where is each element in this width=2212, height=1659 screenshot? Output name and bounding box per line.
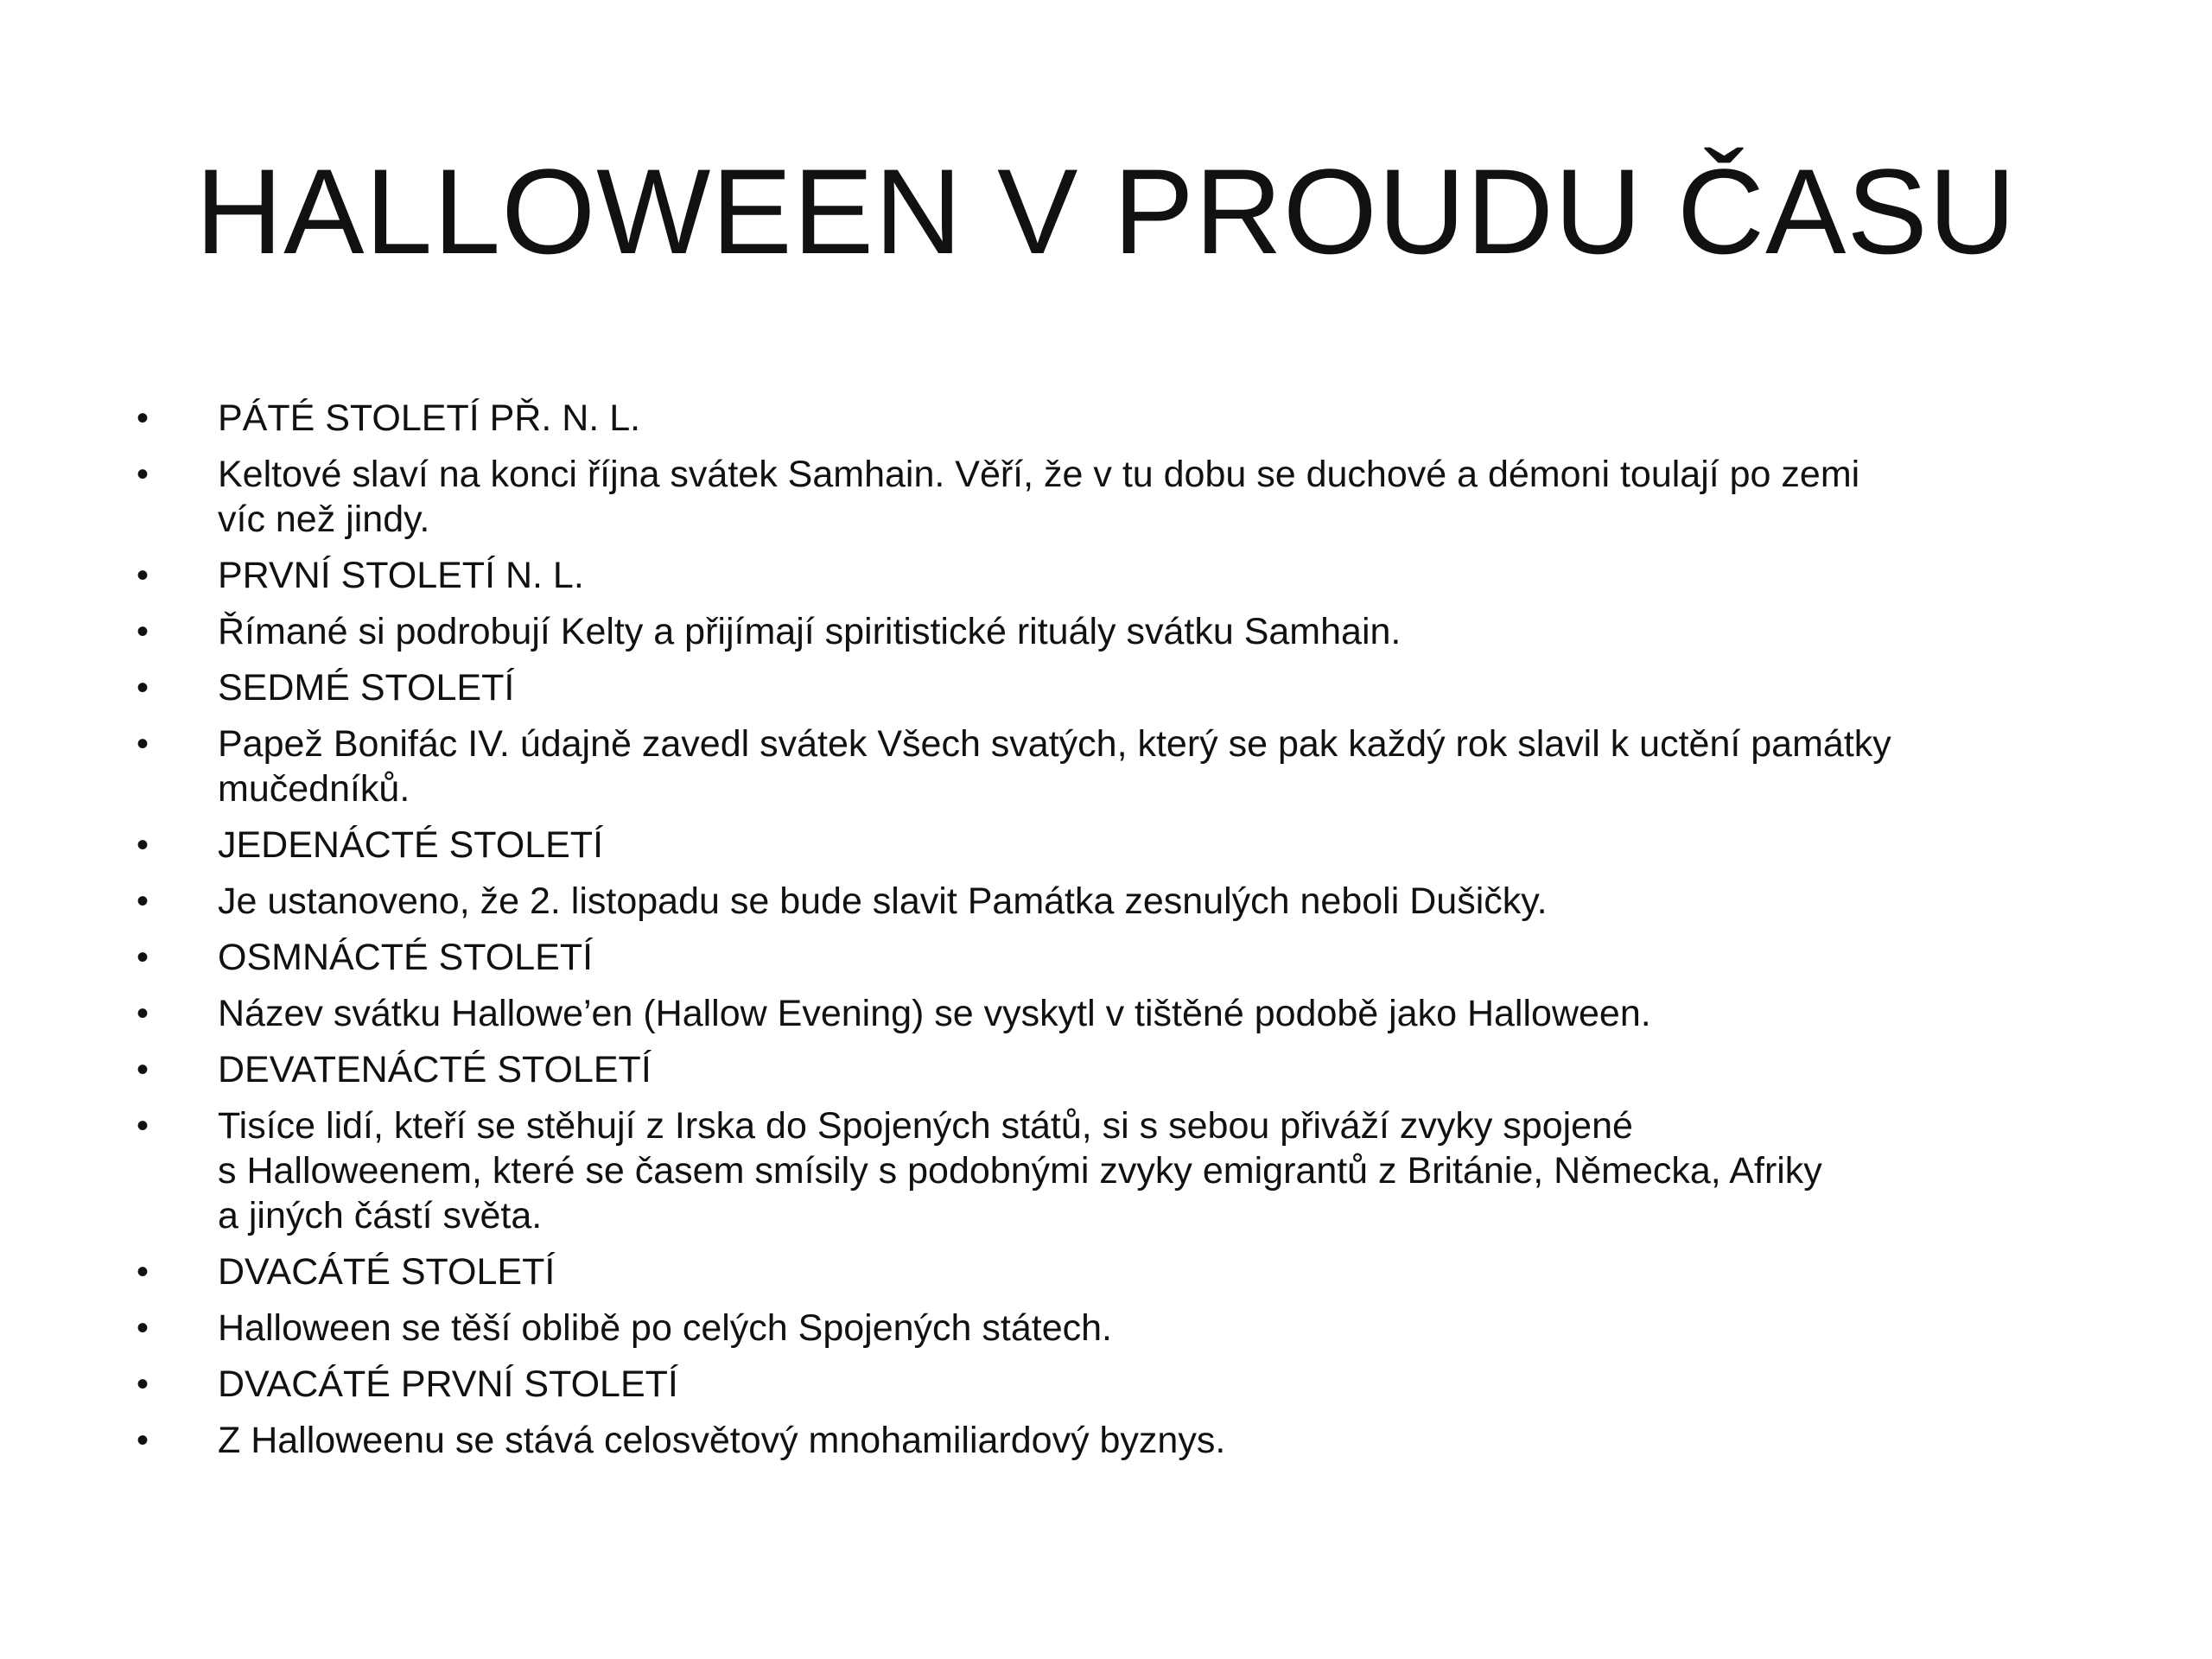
bullet-icon: • xyxy=(136,1421,149,1459)
list-item xyxy=(130,452,2100,542)
list-item xyxy=(130,1418,2100,1463)
bullet-icon: • xyxy=(136,399,149,437)
list-item xyxy=(130,609,2100,654)
list-item-text: Římané si podrobují Kelty a přijímají spiritistické rituály svátku Samhain. xyxy=(218,611,1402,652)
list-item-text: Název svátku Hallowe’en (Hallow Evening) se vyskytl v tištěné podobě jako Halloween. xyxy=(218,993,1651,1034)
list-item xyxy=(130,1249,2100,1294)
list-item-text: Halloween se těší oblibě po celých Spojených státech. xyxy=(218,1307,1113,1349)
list-item xyxy=(130,553,2100,598)
list-item-text: DVACÁTÉ PRVNÍ STOLETÍ xyxy=(218,1363,678,1405)
bullet-icon: • xyxy=(136,995,149,1033)
list-item xyxy=(130,879,2100,924)
list-item xyxy=(130,721,2100,811)
bullet-icon: • xyxy=(136,882,149,920)
list-item xyxy=(130,1103,2100,1238)
list-item-text: Tisíce lidí, kteří se stěhují z Irska do Spojených států, si s sebou přiváží zvyky spojené s Halloweenem, které se časem smísily s podobnými zvyky emigrantů z Británie, Německa, Afriky a jiných částí světa. xyxy=(218,1105,1822,1236)
list-item xyxy=(130,1362,2100,1407)
bullet-icon: • xyxy=(136,669,149,707)
list-item-text: DEVATENÁCTÉ STOLETÍ xyxy=(218,1049,652,1090)
list-item-text: JEDENÁCTÉ STOLETÍ xyxy=(218,824,604,866)
bullet-icon: • xyxy=(136,556,149,594)
bullet-icon: • xyxy=(136,1309,149,1347)
list-item-text: SEDMÉ STOLETÍ xyxy=(218,667,515,709)
list-item xyxy=(130,991,2100,1036)
list-item-text: PRVNÍ STOLETÍ N. L. xyxy=(218,555,584,596)
list-item-text: OSMNÁCTÉ STOLETÍ xyxy=(218,937,594,978)
list-item xyxy=(130,823,2100,868)
list-item-text: Papež Bonifác IV. údajně zavedl svátek Všech svatých, který se pak každý rok slavil k uctění památky mučedníků. xyxy=(218,723,1891,810)
list-item xyxy=(130,1047,2100,1092)
list-item-text: Keltové slaví na konci října svátek Samhain. Věří, že v tu dobu se duchové a démoni toulají po zemi víc než jindy. xyxy=(218,454,1860,540)
list-item xyxy=(130,935,2100,980)
bullet-icon: • xyxy=(136,1051,149,1089)
bullet-icon: • xyxy=(136,826,149,864)
bullet-icon: • xyxy=(136,1365,149,1403)
bullet-icon: • xyxy=(136,938,149,976)
bullet-icon: • xyxy=(136,613,149,651)
list-item xyxy=(130,665,2100,710)
list-item-text: Z Halloweenu se stává celosvětový mnohamiliardový byznys. xyxy=(218,1420,1226,1461)
list-item xyxy=(130,396,2100,441)
slide-title: HALLOWEEN V PROUDU ČASU xyxy=(195,143,2017,279)
bullet-icon: • xyxy=(136,1107,149,1145)
bullet-icon: • xyxy=(136,1253,149,1291)
list-item-text: Je ustanoveno, že 2. listopadu se bude slavit Památka zesnulých neboli Dušičky. xyxy=(218,880,1548,922)
bullet-list xyxy=(130,396,2100,1474)
list-item-text: DVACÁTÉ STOLETÍ xyxy=(218,1251,556,1293)
list-item-text: PÁTÉ STOLETÍ PŘ. N. L. xyxy=(218,397,641,439)
bullet-icon: • xyxy=(136,725,149,763)
list-item xyxy=(130,1306,2100,1351)
bullet-icon: • xyxy=(136,455,149,493)
